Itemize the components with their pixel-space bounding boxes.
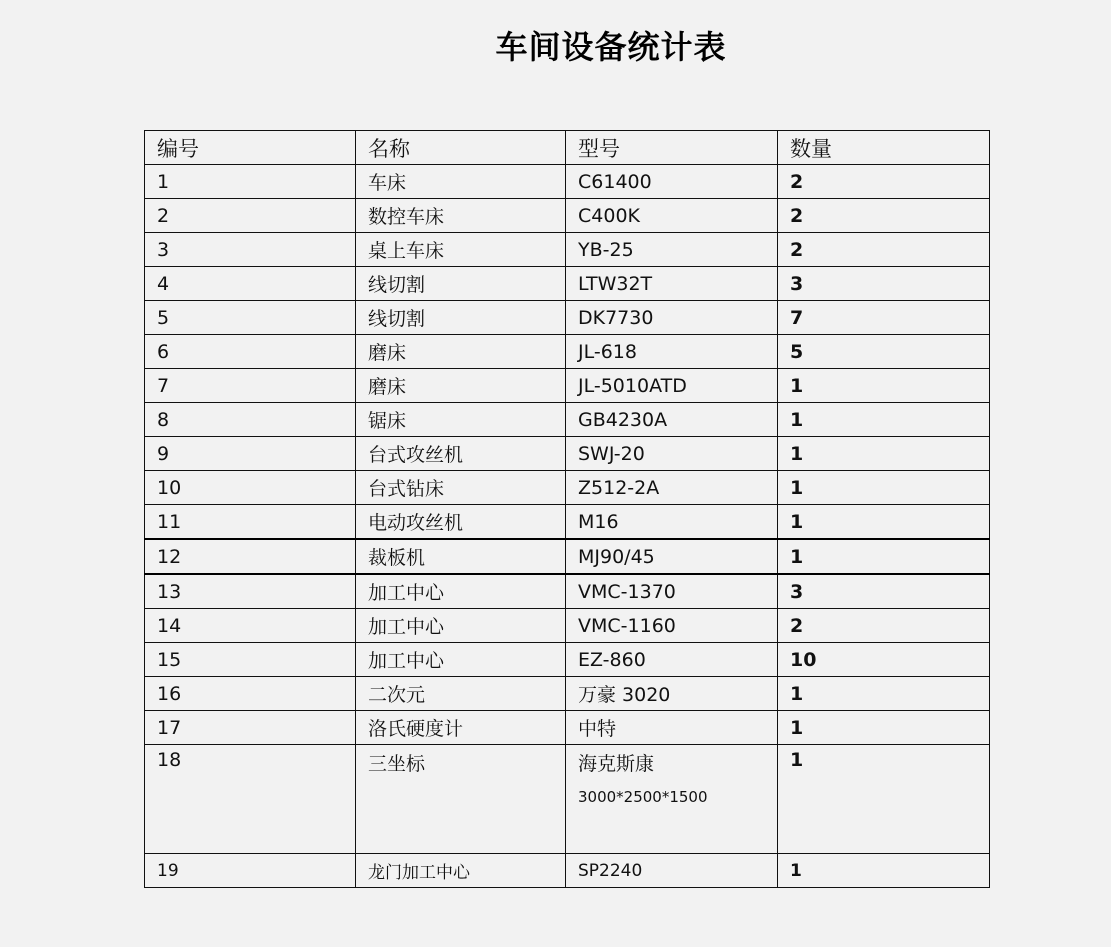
cell-no: 5 bbox=[145, 301, 356, 335]
cell-name: 裁板机 bbox=[356, 539, 566, 574]
cell-no: 3 bbox=[145, 233, 356, 267]
cell-model: JL-618 bbox=[566, 335, 778, 369]
cell-name: 电动攻丝机 bbox=[356, 505, 566, 540]
cell-model: SP2240 bbox=[566, 854, 778, 888]
table-row bbox=[145, 539, 990, 574]
cell-qty: 2 bbox=[778, 609, 990, 643]
cell-no: 15 bbox=[145, 643, 356, 677]
cell-no: 8 bbox=[145, 403, 356, 437]
table-row bbox=[145, 505, 990, 540]
cell-name: 线切割 bbox=[356, 301, 566, 335]
header-qty: 数量 bbox=[778, 131, 990, 165]
cell-qty: 1 bbox=[778, 745, 990, 854]
table-row bbox=[145, 437, 990, 471]
cell-model: C61400 bbox=[566, 165, 778, 199]
cell-no: 12 bbox=[145, 539, 356, 574]
cell-no: 9 bbox=[145, 437, 356, 471]
cell-name: 加工中心 bbox=[356, 609, 566, 643]
cell-name: 锯床 bbox=[356, 403, 566, 437]
table-row bbox=[145, 233, 990, 267]
cell-qty: 5 bbox=[778, 335, 990, 369]
table-row bbox=[145, 643, 990, 677]
equipment-table bbox=[144, 130, 990, 888]
cell-model: MJ90/45 bbox=[566, 539, 778, 574]
cell-model: M16 bbox=[566, 505, 778, 540]
cell-model: VMC-1370 bbox=[566, 574, 778, 609]
cell-model: DK7730 bbox=[566, 301, 778, 335]
cell-name: 龙门加工中心 bbox=[356, 854, 566, 888]
cell-no: 6 bbox=[145, 335, 356, 369]
cell-name: 台式攻丝机 bbox=[356, 437, 566, 471]
cell-no: 19 bbox=[145, 854, 356, 888]
cell-model: Z512-2A bbox=[566, 471, 778, 505]
cell-no: 18 bbox=[145, 745, 356, 854]
cell-name: 数控车床 bbox=[356, 199, 566, 233]
cell-no: 16 bbox=[145, 677, 356, 711]
table-row bbox=[145, 711, 990, 745]
table-row bbox=[145, 574, 990, 609]
header-no: 编号 bbox=[145, 131, 356, 165]
cell-qty: 1 bbox=[778, 854, 990, 888]
table-row bbox=[145, 267, 990, 301]
cell-qty: 1 bbox=[778, 403, 990, 437]
table-row bbox=[145, 301, 990, 335]
cell-qty: 1 bbox=[778, 711, 990, 745]
cell-name: 加工中心 bbox=[356, 643, 566, 677]
cell-no: 2 bbox=[145, 199, 356, 233]
cell-name: 线切割 bbox=[356, 267, 566, 301]
cell-no: 14 bbox=[145, 609, 356, 643]
cell-model: GB4230A bbox=[566, 403, 778, 437]
table-row bbox=[145, 854, 990, 888]
cell-model: VMC-1160 bbox=[566, 609, 778, 643]
table-row bbox=[145, 199, 990, 233]
cell-name: 加工中心 bbox=[356, 574, 566, 609]
cell-qty: 2 bbox=[778, 165, 990, 199]
cell-name: 桌上车床 bbox=[356, 233, 566, 267]
cell-model bbox=[566, 745, 778, 854]
cell-model: SWJ-20 bbox=[566, 437, 778, 471]
header-model: 型号 bbox=[566, 131, 778, 165]
cell-model-name: 海克斯康 bbox=[578, 753, 655, 775]
header-name: 名称 bbox=[356, 131, 566, 165]
cell-qty: 3 bbox=[778, 574, 990, 609]
cell-qty: 2 bbox=[778, 233, 990, 267]
cell-qty: 7 bbox=[778, 301, 990, 335]
table-row bbox=[145, 403, 990, 437]
cell-no: 10 bbox=[145, 471, 356, 505]
cell-qty: 1 bbox=[778, 369, 990, 403]
cell-no: 17 bbox=[145, 711, 356, 745]
cell-model: JL-5010ATD bbox=[566, 369, 778, 403]
cell-model: LTW32T bbox=[566, 267, 778, 301]
table-row bbox=[145, 471, 990, 505]
table-row bbox=[145, 609, 990, 643]
cell-qty: 10 bbox=[778, 643, 990, 677]
cell-name: 洛氏硬度计 bbox=[356, 711, 566, 745]
cell-name: 台式钻床 bbox=[356, 471, 566, 505]
page-title: 车间设备统计表 bbox=[495, 28, 727, 66]
table-row bbox=[145, 745, 990, 854]
cell-model: EZ-860 bbox=[566, 643, 778, 677]
cell-no: 1 bbox=[145, 165, 356, 199]
cell-qty: 1 bbox=[778, 437, 990, 471]
cell-model: 中特 bbox=[566, 711, 778, 745]
table-row bbox=[145, 165, 990, 199]
cell-qty: 2 bbox=[778, 199, 990, 233]
table-row bbox=[145, 369, 990, 403]
cell-qty: 3 bbox=[778, 267, 990, 301]
cell-name: 三坐标 bbox=[356, 745, 566, 854]
cell-no: 7 bbox=[145, 369, 356, 403]
cell-qty: 1 bbox=[778, 471, 990, 505]
cell-qty: 1 bbox=[778, 539, 990, 574]
cell-name: 二次元 bbox=[356, 677, 566, 711]
table-header-row bbox=[145, 131, 990, 165]
cell-model: 万豪 3020 bbox=[566, 677, 778, 711]
cell-model: YB-25 bbox=[566, 233, 778, 267]
cell-name: 磨床 bbox=[356, 369, 566, 403]
cell-no: 11 bbox=[145, 505, 356, 540]
cell-name: 车床 bbox=[356, 165, 566, 199]
table-row bbox=[145, 335, 990, 369]
table-row bbox=[145, 677, 990, 711]
cell-no: 4 bbox=[145, 267, 356, 301]
cell-model: C400K bbox=[566, 199, 778, 233]
cell-qty: 1 bbox=[778, 677, 990, 711]
cell-name: 磨床 bbox=[356, 335, 566, 369]
cell-qty: 1 bbox=[778, 505, 990, 540]
cell-model-detail: 3000*2500*1500 bbox=[578, 788, 708, 806]
cell-no: 13 bbox=[145, 574, 356, 609]
